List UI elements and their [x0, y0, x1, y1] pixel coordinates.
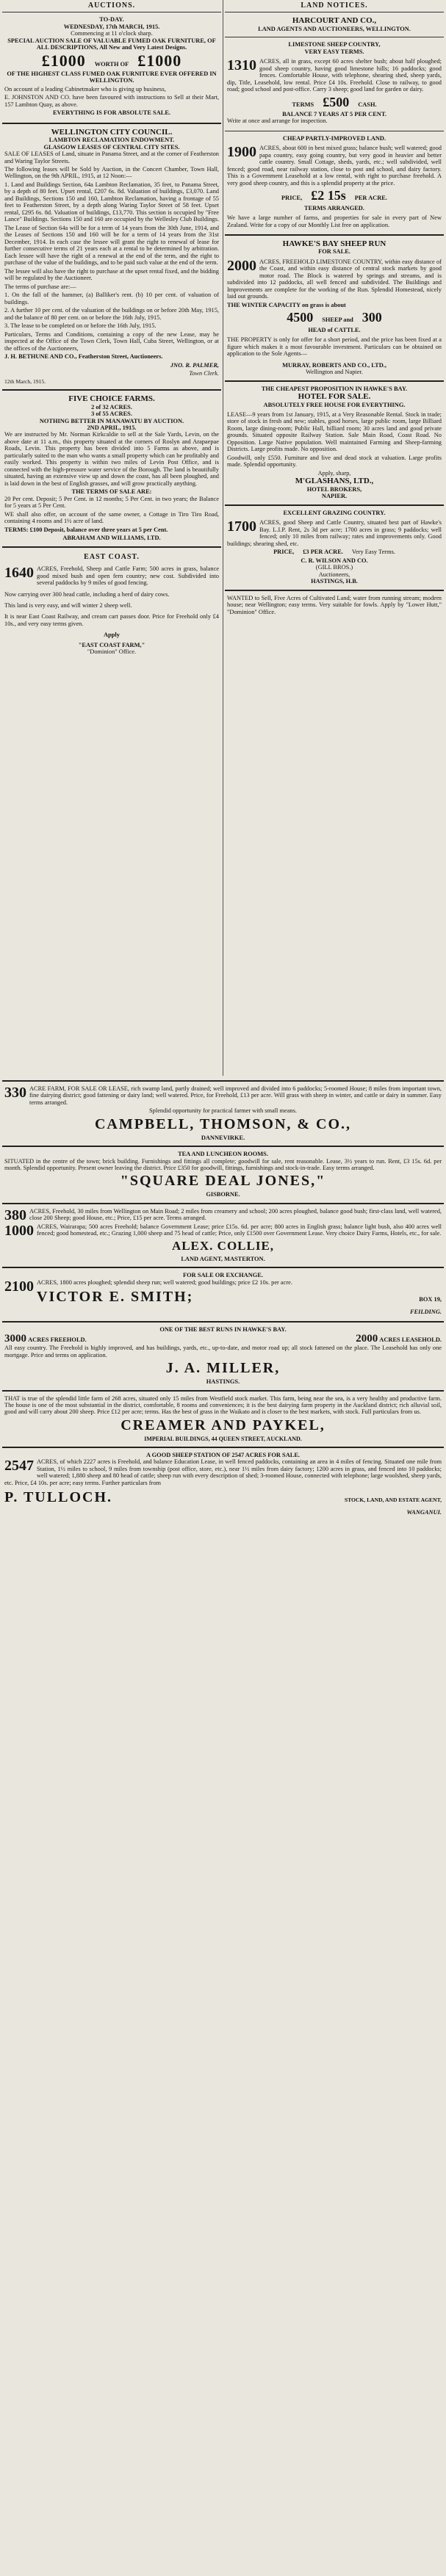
council-p9: 3. The lease to be completed on or before the 16th July, 1915. — [4, 322, 157, 330]
harcourt-header — [225, 15, 444, 35]
farms-sign: ABRAHAM AND WILLIAMS, LTD. — [62, 535, 161, 542]
limestone-terms — [227, 95, 442, 109]
sale-body-2: OF THE HIGHEST CLASS FUMED OAK FURNITURE EVER OFFERED IN WELLINGTON. — [7, 70, 217, 84]
council-p5: The lessee will also have the right to purchase at the upset rental fixed, and the bidding will be regulated by the Auctioneer. — [4, 267, 219, 282]
price-unit: PER ACRE. — [354, 195, 387, 202]
tea-firm: "SQUARE DEAL JONES," — [120, 1173, 326, 1190]
hawkes-run-ad — [225, 238, 444, 378]
sale-body: SPECIAL AUCTION SALE OF VALUABLE FUMED OAK FURNITURE, OF ALL DESCRIPTIONS, All New and Very Latest Designs. — [7, 37, 216, 51]
smith-p1: ACRES, 1800 acres ploughed; splendid sheep run; well watered; good buildings; price £2 10s. per acre. — [37, 1278, 292, 1286]
east-coast-addr-1: "EAST COAST FARM," — [78, 641, 145, 648]
grazing-ad — [225, 508, 444, 587]
hotel-p1: LEASE—9 years from 1st January, 1915, at a Very Reasonable Rental. Stock in trade; store of stock in fresh and new; stables, good horses, large public room, large Billiard Room, large dining-room; Public Hall, billiard room; 30 acres land and good private grounds. Situated opposite Railway Station. Sale Main Road, Coast Road. No Opposition. Large Native population. Well maintained Farming and Sheep-farming Districts. Large profits made. No opposition. — [227, 410, 442, 453]
sale-time: Commencing at 11 o'clock sharp. — [71, 30, 153, 37]
east-coast-p2: Now carrying over 300 head cattle, including a herd of dairy cows. — [4, 590, 170, 598]
cheap-land-ad — [225, 134, 444, 232]
council-date: 12th March, 1915. — [4, 377, 46, 385]
hawkes-title-2: FOR SALE. — [318, 248, 350, 256]
council-ad — [2, 126, 221, 388]
miller-acres-1-label: ACRES FREEHOLD. — [28, 1336, 87, 1343]
miller-town: HASTINGS. — [206, 1378, 240, 1386]
hawkes-acres: 2000 — [227, 257, 256, 274]
council-p3: 1. Land and Buildings Section, 64a Lambton Reclamation, 35 feet, to Panama Street, by a depth of 80 feet. Upset rental, £207 6s. 8d. Valuation of buildings, £3,070. Land and Buildings, Sections 150 and 160, Lambton Reclamation, having a frontage of 55 feet to Featherston Street, by a depth along Waring Taylor Street of 58 feet. Upset rental, £295 6s. 8d. Valuation of buildings, £13,770. This section is occupied by "Free Lance" Buildings. Sections 150 and 160 are occupied by the Wellesley Club Buildings. — [4, 181, 219, 223]
divider — [2, 1080, 444, 1082]
tea-title: TEA AND LUNCHEON ROOMS. — [178, 1151, 268, 1158]
east-coast-ad — [2, 550, 221, 658]
sale-date: WEDNESDAY, 17th MARCH, 1915. — [63, 23, 160, 30]
cheap-terms: TERMS ARRANGED. — [304, 204, 364, 211]
smith-box: BOX 19, — [419, 1296, 442, 1303]
hotel-title-2: HOTEL FOR SALE. — [298, 392, 371, 402]
tea-p1: SITUATED in the centre of the town; brick building. Furnishings and fittings all complete; goodwill for sale, rent reasonable. Lease, 3½ years to run. Rent, £3 15s. 6d. per month. Splendid opportunity. Present owner leaving the district. Price £350 for goodwill, fittings, furnishings and stock-in-trade. Easy terms arranged. — [4, 1157, 442, 1171]
divider — [2, 1321, 444, 1323]
hawkes-p1: ACRES, FREEHOLD LIMESTONE COUNTRY, within easy distance of the Coast, and within easy distance of central stock markets by good motor road. The Block is watered by springs and streams, and is subdivided into 12 paddocks, all well fenced and subdivided. The Buildings and Improvements are complete for the working of the Run. Splendid Homestead, nicely laid out grounds. — [227, 258, 442, 300]
collie-title: LAND AGENT, MASTERTON. — [181, 1255, 265, 1262]
grazing-acres: 1700 — [227, 518, 256, 535]
divider — [2, 546, 221, 548]
collie-firm: ALEX. COLLIE, — [171, 1239, 275, 1253]
limestone-p1: ACRES, all in grass, except 60 acres shelter bush; about half ploughed; good sheep country, having good limestone hills; 16 paddocks; good fences. Comfortable House, with telephone, shearing shed, sheep yards, dip, Title, Leasehold, low rental. Price £4 10s. Freehold. Close to railway, to good road; good school and post-office. Carry 3 sheep; good land for garden or dairy. — [227, 58, 442, 93]
hotel-agent: M'GLASHANS, LTD., — [295, 477, 374, 486]
grazing-sign-4: HASTINGS, H.B. — [311, 578, 358, 585]
limestone-title: LIMESTONE SHEEP COUNTRY, — [288, 41, 381, 48]
limestone-terms-2: BALANCE 7 YEARS AT 5 PER CENT. — [282, 110, 386, 117]
hawkes-agent: MURRAY, ROBERTS AND CO., LTD., — [282, 361, 386, 369]
council-p7: 1. On the fall of the hammer, (a) Balliker's rent. (b) 10 per cent. of valuation of buildings. — [4, 292, 219, 305]
hawkes-p2: THE PROPERTY is only for offer for a short period, and the price has been fixed at a figure which makes it a most favourable investment. Particulars can be obtained on application to the Sole Agents— — [227, 336, 442, 358]
full-width-section — [2, 1078, 444, 1519]
grazing-price-terms: Very Easy Terms. — [351, 549, 395, 556]
campbell-ad — [2, 1084, 444, 1143]
miller-acres-row — [4, 1334, 442, 1345]
cattle-label: HEAD of CATTLE. — [308, 326, 361, 333]
grazing-price-value: £3 PER ACRE. — [303, 549, 343, 556]
worth-of: WORTH OF — [94, 60, 129, 68]
council-sub-2: GLASGOW LEASES OF CENTRAL CITY SITES. — [43, 143, 180, 151]
collie-acres-2: 1000 — [4, 1222, 34, 1239]
tulloch-title-2: STOCK, LAND, AND ESTATE AGENT, — [344, 1497, 442, 1503]
grazing-sign-2: (GILL BROS.) — [315, 564, 353, 571]
council-p6: The terms of purchase are:— — [4, 283, 76, 290]
campbell-p1: ACRE FARM, FOR SALE OR LEASE, rich swamp land, partly drained; well improved and divided into 6 paddocks; 5-roomed House; 8 miles from important town, fine dairying district; good fattening or dairy land; well watered. Price, for Freehold, £13 per acre. Will grass with sheep in winter, and cattle or dairy in summer. Easy terms arranged. — [29, 1085, 442, 1106]
creamer-firm: CREAMER AND PAYKEL, — [121, 1417, 325, 1433]
auctions-heading: AUCTIONS. — [87, 1, 136, 10]
grazing-sign: C. R. WILSON AND CO. — [301, 557, 368, 564]
hawkes-agent-2: Wellington and Napier. — [306, 369, 363, 376]
price-value: £2 15s — [311, 188, 346, 203]
campbell-p2: Splendid opportunity for practical farmer with small means. — [149, 1107, 297, 1115]
sale-day: TO-DAY. — [99, 16, 124, 23]
terms-cash: CASH. — [358, 101, 377, 108]
smith-town: FEILDING. — [409, 1308, 442, 1315]
land-notices-heading: LAND NOTICES. — [301, 1, 368, 10]
hawkes-title: HAWKE'S BAY SHEEP RUN — [282, 239, 386, 249]
tulloch-ad — [2, 1450, 444, 1520]
hawkes-capacity — [227, 310, 442, 325]
east-coast-apply: Apply — [104, 632, 120, 639]
tulloch-sign-row — [4, 1488, 442, 1508]
tulloch-town: WANGANUI. — [406, 1508, 442, 1516]
council-sub-1: LAMBTON RECLAMATION ENDOWMENT. — [48, 137, 175, 144]
grazing-title: EXCELLENT GRAZING COUNTRY. — [283, 509, 386, 516]
divider — [225, 234, 444, 236]
hotel-agent-3: NAPIER. — [321, 493, 348, 500]
smith-ad — [2, 1270, 444, 1319]
miller-acres-2-label: ACRES LEASEHOLD. — [379, 1336, 442, 1343]
wanted-ad — [225, 593, 444, 619]
price-label: PRICE, — [281, 195, 303, 202]
smith-acres: 2100 — [4, 1278, 34, 1295]
sheep-label: SHEEP and — [322, 316, 353, 324]
council-p4: The Lease of Section 64a will be for a term of 14 years from the 30th June, 1914, and the Leases of Sections 150 and 160 will be for a term of 14 years from the 31st December, 1914. In each case the lessee will grant the right to renewal of lease for further consecutive terms of 21 years each at a rental to be determined by arbitration. Each lessee will have the right of a renewal at the end of the term, and the right to purchase of the value of the buildings, and to be paid such value at the end of the term. — [4, 224, 219, 267]
farms-terms-head: THE TERMS OF SALE ARE: — [71, 488, 152, 496]
east-coast-heading: EAST COAST. — [84, 552, 140, 561]
tulloch-firm: P. TULLOCH. — [4, 1489, 113, 1505]
farms-title-4: NOTHING BETTER IN MANAWATU BY AUCTION. — [39, 417, 184, 424]
council-p8: 2. A further 10 per cent. of the valuation of the buildings on or before 20th May, 1915, and the balance of 80 per cent. on or before the 16th July, 1915. — [4, 307, 219, 321]
miller-acres-1: 3000 — [4, 1332, 26, 1345]
creamer-p1: THAT is true of the splendid little farm of 268 acres, situated only 15 miles from Westfield stock market. This farm, being near the sea, is a very healthy and productive farm. The house is one of the most substantial in the district, comfortable, 8 rooms and conveniences; it is the best dairying farm property in the Auckland district; rich alluvial soil, good and will carry about 200 sheep. Price £12 per acre; terms. Has the best of grass in the Waikato and is closer to the best markets, with stock. Full particulars from us. — [4, 1394, 442, 1416]
east-coast-p1: ACRES, Freehold, Sheep and Cattle Farm; 500 acres in grass, balance good mixed bush and open fern country; new cost. Subdivided into several paddocks by 9 miles of good fencing. — [37, 565, 219, 587]
campbell-firm: CAMPBELL, THOMSON, & CO., — [94, 1115, 352, 1132]
hawkes-winter: THE WINTER CAPACITY on grass is about — [227, 301, 346, 308]
east-coast-p3: This land is very easy, and will winter 2 sheep well. — [4, 601, 132, 609]
tea-town: GISBORNE. — [206, 1191, 240, 1198]
price-right: £1000 — [137, 51, 182, 70]
grazing-p1: ACRES, good Sheep and Cattle Country, situated best part of Hawke's Bay. L.I.P. Rent, 2s 3d per acre; 1700 acres in grass; 9 paddocks; well fenced; only 10 miles from railway; rates and improvements only. Good buildings; shearing shed, etc. — [227, 519, 442, 547]
creamer-addr: IMPERIAL BUILDINGS, 44 QUEEN STREET, AUCKLAND. — [144, 1435, 302, 1442]
miller-acres-2: 2000 — [356, 1332, 378, 1345]
east-coast-acres: 1640 — [4, 565, 34, 582]
miller-firm: J. A. MILLER, — [165, 1360, 281, 1377]
collie-acres-1: 380 — [4, 1206, 26, 1223]
price-row — [4, 53, 219, 69]
divider — [2, 1203, 444, 1204]
cheap-p2: We have a large number of farms, and properties for sale in every part of New Zealand. Write for a copy of our Monthly List free on application. — [227, 214, 442, 228]
grazing-sign-3: Auctioneers, — [318, 571, 350, 578]
collie-p2: ACRES, Wairarapa; 500 acres Freehold; balance Government Lease; price £15s. 6d. per acre; 800 acres in English grass; balance light bush, also 400 acres well fenced; good homestead, etc.; Grazing 1,000 sheep and 75 head of cattle; Price, only £1500 over Government Lease. Very choice Dairy Farms, Hotels, etc., for sale. — [37, 1223, 442, 1237]
divider — [225, 380, 444, 382]
limestone-acres: 1310 — [227, 57, 256, 74]
farms-p1: We are instructed by Mr. Norman Kirkcaldie to sell at the Sale Yards, Levin, on the above date at 11 a.m., this property situated at the corners of Roslyn and Arapaepae Roads, Levin. This property has been divided into 5 Farms as above, and is particularly suited to the man who wants a small property which can be profitably and easily worked. This property is within two miles of Levin Post Office, and is connected with the high-pressure water service of the Borough. The land is beautifully situated, having an extensive view up and down the coast, has all been ploughed, and is laid down in the best of English grasses, and will grow practically anything. — [4, 431, 219, 487]
miller-ad — [2, 1325, 444, 1387]
grazing-price — [227, 549, 442, 555]
terms-label: TERMS — [292, 101, 314, 108]
farms-title-5: 2ND APRIL, 1915. — [87, 424, 137, 431]
tea-rooms-ad — [2, 1149, 444, 1201]
sale-body-3: On account of a leading Cabinetmaker who is giving up business, — [4, 85, 166, 93]
divider — [2, 1390, 444, 1392]
five-farms-ad — [2, 393, 221, 544]
east-coast-addr-2: "Dominion" Office. — [87, 648, 137, 656]
hotel-apply: Apply, sharp, — [317, 469, 351, 477]
council-p10: Particulars, Terms and Conditions, containing a copy of the new Lease, may be inspected at the Office of the Town Clerk, Town Hall, Cuba Street, Wellington, or at the offices of the Auctioneers, — [4, 330, 219, 352]
council-p1: SALE OF LEASES of Land, situate in Panama Street, and at the corner of Featherston and Waring Taylor Streets. — [4, 151, 219, 164]
sheep-count: 4500 — [287, 310, 314, 325]
smith-firm: VICTOR E. SMITH; — [37, 1289, 194, 1306]
harcourt-name: HARCOURT AND CO., — [292, 16, 377, 26]
farms-title-3: 3 of 55 ACRES. — [91, 410, 132, 418]
wanted-text: WANTED to Sell, Five Acres of Cultivated Land; water from running stream; modern house; near Wellington; easy terms. Very suitable for fowls. Apply by "Lower Hutt," "Dominion" Office. — [227, 594, 442, 615]
council-sign-title: Town Clerk. — [189, 370, 219, 377]
collie-p1: ACRES, Freehold, 30 miles from Wellington on Main Road; 2 miles from creamery and school; 200 acres ploughed, balance good bush; first-class land, well watered, close 200 Sheep; good House, etc.; Price, £15 per acre. Terms arranged. — [29, 1207, 442, 1222]
council-title: WELLINGTON CITY COUNCIL. — [51, 127, 173, 137]
farms-terms-2: TERMS: £100 Deposit, balance over three years at 5 per Cent. — [4, 526, 168, 533]
divider — [225, 590, 444, 591]
harcourt-sub: LAND AGENTS AND AUCTIONEERS, WELLINGTON. — [258, 25, 411, 32]
cheap-acres: 1900 — [227, 144, 256, 161]
divider — [2, 1267, 444, 1268]
cattle-count: 300 — [362, 310, 382, 325]
council-sign: JNO. R. PALMER, — [170, 361, 219, 369]
hotel-agent-2: HOTEL BROKERS, — [306, 485, 362, 493]
price-left: £1000 — [41, 51, 86, 70]
collie-ad — [2, 1206, 444, 1265]
farms-terms: 20 Per cent. Deposit; 5 Per Cent. in 12 months; 5 Per Cent. in two years; the Balance for 5 years at 5 Per Cent. — [4, 495, 219, 510]
terms-price: £500 — [323, 94, 350, 109]
east-coast-p4: It is near East Coast Railway, and cream cart passes door. Price for Freehold only £4 10s., and very easy terms given. — [4, 613, 219, 627]
hotel-p2: Goodwill, only £550. Furniture and live and dead stock at valuation. Large profits made. Splendid opportunity. — [227, 454, 442, 468]
divider — [2, 1146, 444, 1147]
hotel-ad — [225, 384, 444, 502]
campbell-town: DANNEVIRKE. — [201, 1134, 245, 1141]
furniture-sale-ad — [2, 15, 221, 120]
smith-sign-row — [37, 1287, 442, 1307]
divider — [2, 389, 221, 391]
farms-title-2: 2 of 32 ACRES. — [91, 403, 132, 410]
cheap-price — [227, 188, 442, 203]
miller-title: ONE OF THE BEST RUNS IN HAWKE'S BAY. — [159, 1326, 287, 1334]
grazing-price-label: PRICE, — [273, 549, 295, 556]
divider — [2, 123, 221, 124]
hotel-title: THE CHEAPEST PROPOSITION IN HAWKE'S BAY. — [261, 385, 408, 392]
farms-title-1: FIVE CHOICE FARMS. — [68, 394, 155, 404]
cheap-p1: ACRES, about 600 in best mixed grass; balance bush; well watered; good papa country, easy going country, but very good in heavier and better cattle country. Small Cottage, sheds, yards, etc.; well subdivided, well fenced; good road, near railway station, close to post and school, and dairy factory. This is a Government Leasehold at a low rental, with right to purchase freehold. A very good sheep country, and this is a splendid property at the price. — [227, 145, 442, 187]
divider — [225, 504, 444, 506]
smith-title: FOR SALE OR EXCHANGE. — [183, 1272, 263, 1279]
divider — [2, 1447, 444, 1448]
sale-body-5: EVERYTHING IS FOR ABSOLUTE SALE. — [52, 109, 171, 117]
limestone-write: Write at once and arrange for inspection. — [227, 117, 328, 125]
creamer-ad — [2, 1394, 444, 1444]
cheap-title: CHEAP PARTLY-IMPROVED LAND. — [282, 134, 386, 142]
tulloch-acres: 2547 — [4, 1458, 34, 1475]
tulloch-title: A GOOD SHEEP STATION OF 2547 ACRES FOR SALE. — [145, 1451, 301, 1458]
sale-body-4: E. JOHNSTON AND CO. have been favoured with instructions to Sell at their Mart, 157 Lambton Quay, as above. — [4, 94, 219, 108]
hotel-title-3: ABSOLUTELY FREE HOUSE FOR EVERYTHING. — [263, 401, 406, 408]
limestone-ad — [225, 40, 444, 129]
left-column — [2, 0, 221, 658]
campbell-acres: 330 — [4, 1085, 26, 1101]
council-agent: J. H. BETHUNE AND CO., Featherston Street, Auctioneers. — [4, 353, 163, 361]
miller-p1: All easy country. The Freehold is highly improved, and has buildings, yards, etc., up-to-date, and motor road up; all stock fattened on the place. The Leasehold has only one mortgage. Price and terms on application. — [4, 1345, 442, 1358]
limestone-sub: VERY EASY TERMS. — [304, 48, 364, 55]
farms-p2: WE shall also offer, on account of the same owner, a Cottage in Tiro Tiro Road, containing 4 rooms and 1½ acre of land. — [4, 510, 219, 525]
tulloch-p1: ACRES, of which 2227 acres is Freehold, and balance Education Lease, in well fenced paddocks, containing an area in 4 miles of fencing. Situated one mile from Station, 1½ miles to school, 9 miles from township (post office, store, etc.), near 1½ miles from dairy factory; 1200 acres in grass, and fenced into 10 paddocks; well watered; 1,880 sheep and 80 head of cattle; sheep run with every description of shed; 3-roomed House, connected with telephone; large woolshed, sheep yards, etc. Price, £4 10s. per acre; easy terms. Further particulars from — [4, 1458, 442, 1486]
right-column — [225, 0, 444, 619]
council-p2: The following leases will be Sold by Auction, in the Concert Chamber, Town Hall, Wellington, on the 9th APRIL, 1915, at 12 Noon:— — [4, 165, 219, 180]
